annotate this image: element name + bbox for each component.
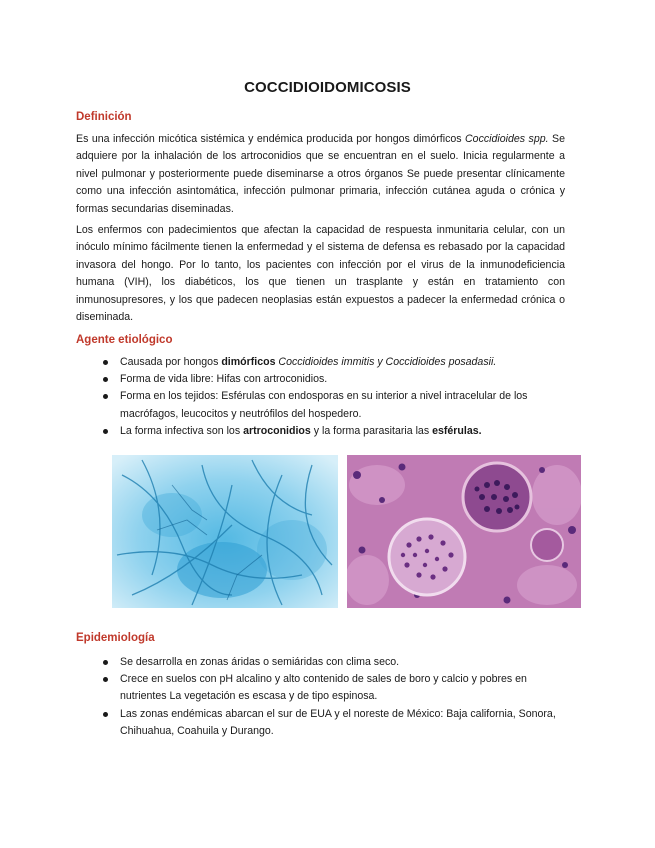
agente-bullet-list [76, 354, 566, 440]
heading-definicion: Definición [76, 111, 132, 123]
heading-epidemiologia: Epidemiología [76, 632, 155, 644]
bullet-icon [103, 394, 108, 399]
bullet-icon [103, 429, 108, 434]
bullet-icon [103, 360, 108, 365]
hyphae-micrograph-image [112, 455, 338, 608]
list-item: Crece en suelos con pH alcalino y alto contenido de sales de boro y calcio y pobres en nutrientes La vegetación es escasa y de tipo espinosa. [76, 671, 566, 705]
bullet-icon [103, 377, 108, 382]
epidemiologia-bullet-list [76, 654, 566, 740]
definicion-paragraph-1: Es una infección micótica sistémica y endémica producida por hongos dimórficos Coccidioides spp. Se adquiere por la inhalación de los artroconidios que se encuentran en el suelo. Inicia regularmente a nivel pulmonar y posteriormente puede diseminarse a otros órganos Se puede presentar clínicamente como una infección asintomática, infección pulmonar primaria, infección cutánea aguda o crónica y formas secundarias diseminadas. [76, 133, 565, 215]
bullet-icon [103, 677, 108, 682]
heading-agente-etiologico: Agente etiológico [76, 334, 173, 346]
page-title: COCCIDIOIDOMICOSIS [244, 79, 411, 96]
list-item: Se desarrolla en zonas áridas o semiáridas con clima seco. [76, 654, 566, 671]
definicion-paragraph-2: Los enfermos con padecimientos que afectan la capacidad de respuesta inmunitaria celular, con un inóculo mínimo fácilmente tienen la enfermedad y el sistema de defensa es rebasado por la capacidad invasora del hongo. Por lo tanto, los pacientes con infección por el virus de la inmunodeficiencia humana (VIH), los diabéticos, los que tienen un trasplante y están en tratamiento con inmunosupresores, y los que padecen neoplasias están expuestos a padecer la enfermedad crónica o diseminada. [76, 224, 565, 324]
list-item: Forma de vida libre: Hifas con artroconidios. [76, 371, 566, 388]
bullet-icon [103, 712, 108, 717]
list-item: Causada por hongos dimórficos Coccidioides immitis y Coccidioides posadasii. [76, 354, 566, 371]
bullet-icon [103, 660, 108, 665]
list-item: La forma infectiva son los artroconidios y la forma parasitaria las esférulas. [76, 423, 566, 440]
spherules-histology-image [347, 455, 581, 608]
list-item: Las zonas endémicas abarcan el sur de EUA y el noreste de México: Baja california, Sonora, Chihuahua, Coahuila y Durango. [76, 706, 566, 740]
list-item: Forma en los tejidos: Esférulas con endosporas en su interior a nivel intracelular de los macrófagos, leucocitos y neutrófilos del hospedero. [76, 388, 566, 422]
